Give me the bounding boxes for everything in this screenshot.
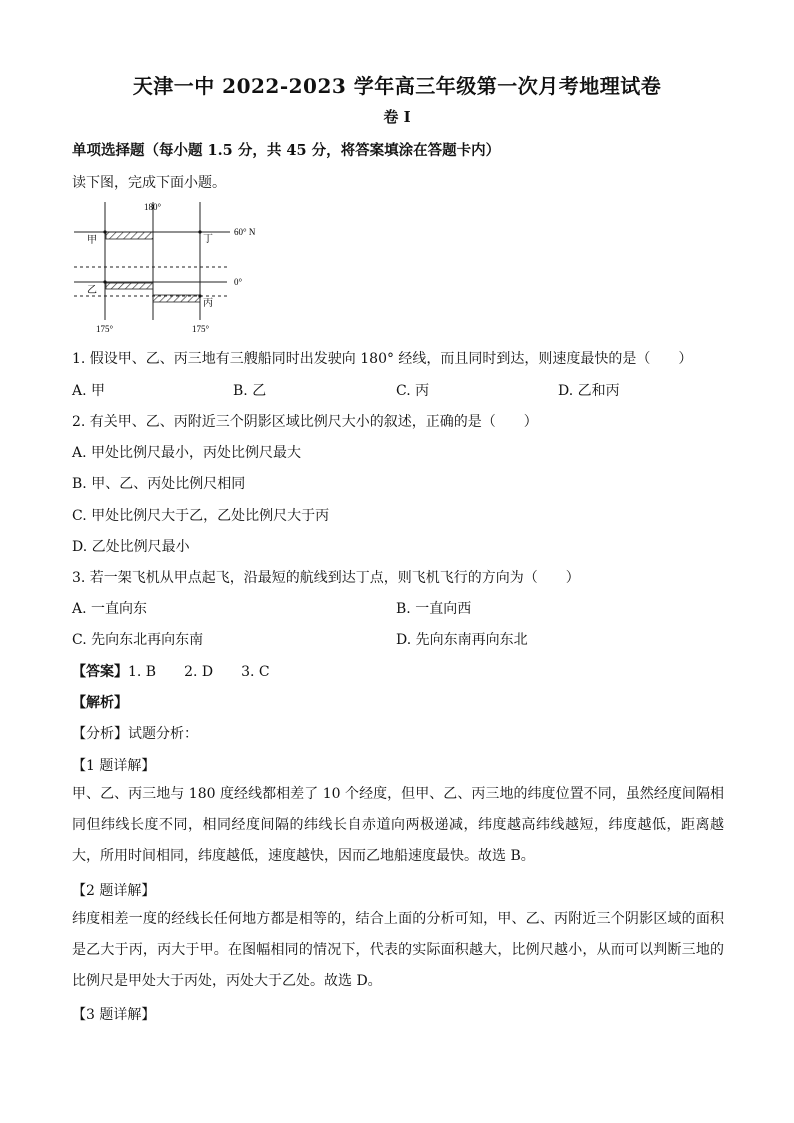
label-jia: 甲 <box>87 235 97 246</box>
label-ding: 丁 <box>203 234 213 245</box>
q1-option-c: C. 丙 <box>396 383 430 399</box>
q1-option-a: A. 甲 <box>72 383 106 399</box>
shaded-area-a <box>106 232 153 239</box>
fenxi-label: 【分析】 <box>72 726 128 742</box>
q3-option-b: B. 一直向西 <box>396 601 472 617</box>
q2-option-a: A. 甲处比例尺最小，丙处比例尺最大 <box>72 445 302 461</box>
point-c <box>198 294 201 297</box>
detail-1-label: 【1 题详解】 <box>72 758 156 774</box>
detail-3-label: 【3 题详解】 <box>72 1007 156 1023</box>
q2-option-c: C. 甲处比例尺大于乙，乙处比例尺大于丙 <box>72 508 330 524</box>
detail-1-text: 甲、乙、丙三地与 180 度经线都相差了 10 个经度，但甲、乙、丙三地的纬度位置不同，虽然经度间隔相同但纬线长度不同，相同经度间隔的纬线长自赤道向两极递减，纬度越高纬线越短，纬度越低，距离越大，所用时间相同，纬度越低，速度越快，因而乙地船速度最快。故选 B。 <box>72 786 724 864</box>
shaded-area-b <box>106 283 153 289</box>
q3-option-a: A. 一直向东 <box>72 601 148 617</box>
intro-text: 读下图，完成下面小题。 <box>72 175 226 191</box>
label-180: 180° <box>144 202 162 212</box>
volume-label: 卷 I <box>383 108 411 126</box>
q3-option-c: C. 先向东北再向东南 <box>72 632 204 648</box>
answer-values: 1. B 2. D 3. C <box>128 664 270 680</box>
fenxi-text: 试题分析： <box>128 726 198 742</box>
answer-row <box>72 661 270 681</box>
q2-option-d: D. 乙处比例尺最小 <box>72 539 190 555</box>
label-60n: 60° N <box>234 227 256 237</box>
point-d <box>198 230 201 233</box>
point-a <box>103 230 106 233</box>
question-2-stem: 2. 有关甲、乙、丙附近三个阴影区域比例尺大小的叙述，正确的是（ ） <box>72 414 538 430</box>
detail-2-text: 纬度相差一度的经线长任何地方都是相等的，结合上面的分析可知，甲、乙、丙附近三个阴影区域的面积是乙大于丙，丙大于甲。在图幅相同的情况下，代表的实际面积越大，比例尺越小，从而可以判断三地的比例尺是甲处大于丙处，丙处大于乙处。故选 D。 <box>72 911 724 989</box>
exam-title: 天津一中 2022-2023 学年高三年级第一次月考地理试卷 <box>132 74 662 98</box>
latitude-longitude-figure <box>72 198 272 338</box>
shaded-area-c <box>153 295 200 302</box>
label-175-right: 175° <box>192 324 210 334</box>
detail-2-label: 【2 题详解】 <box>72 883 156 899</box>
analysis-label: 【解析】 <box>72 695 128 711</box>
question-3-stem: 3. 若一架飞机从甲点起飞，沿最短的航线到达丁点，则飞机飞行的方向为（ ） <box>72 570 580 586</box>
q3-option-d: D. 先向东南再向东北 <box>396 632 528 648</box>
section-heading: 单项选择题（每小题 1.5 分，共 45 分，将答案填涂在答题卡内） <box>72 142 501 159</box>
q1-option-b: B. 乙 <box>233 383 267 399</box>
label-bing: 丙 <box>203 298 213 309</box>
answer-label: 【答案】 <box>72 664 128 680</box>
label-0: 0° <box>234 277 243 287</box>
q2-option-b: B. 甲、乙、丙处比例尺相同 <box>72 476 246 492</box>
point-b <box>103 280 106 283</box>
label-yi: 乙 <box>87 285 97 296</box>
fenxi-row <box>72 723 198 743</box>
question-1-stem: 1. 假设甲、乙、丙三地有三艘船同时出发驶向 180° 经线，而且同时到达，则速度最快的是（ ） <box>72 351 693 367</box>
q1-option-d: D. 乙和丙 <box>558 383 620 399</box>
label-175-left: 175° <box>96 324 114 334</box>
